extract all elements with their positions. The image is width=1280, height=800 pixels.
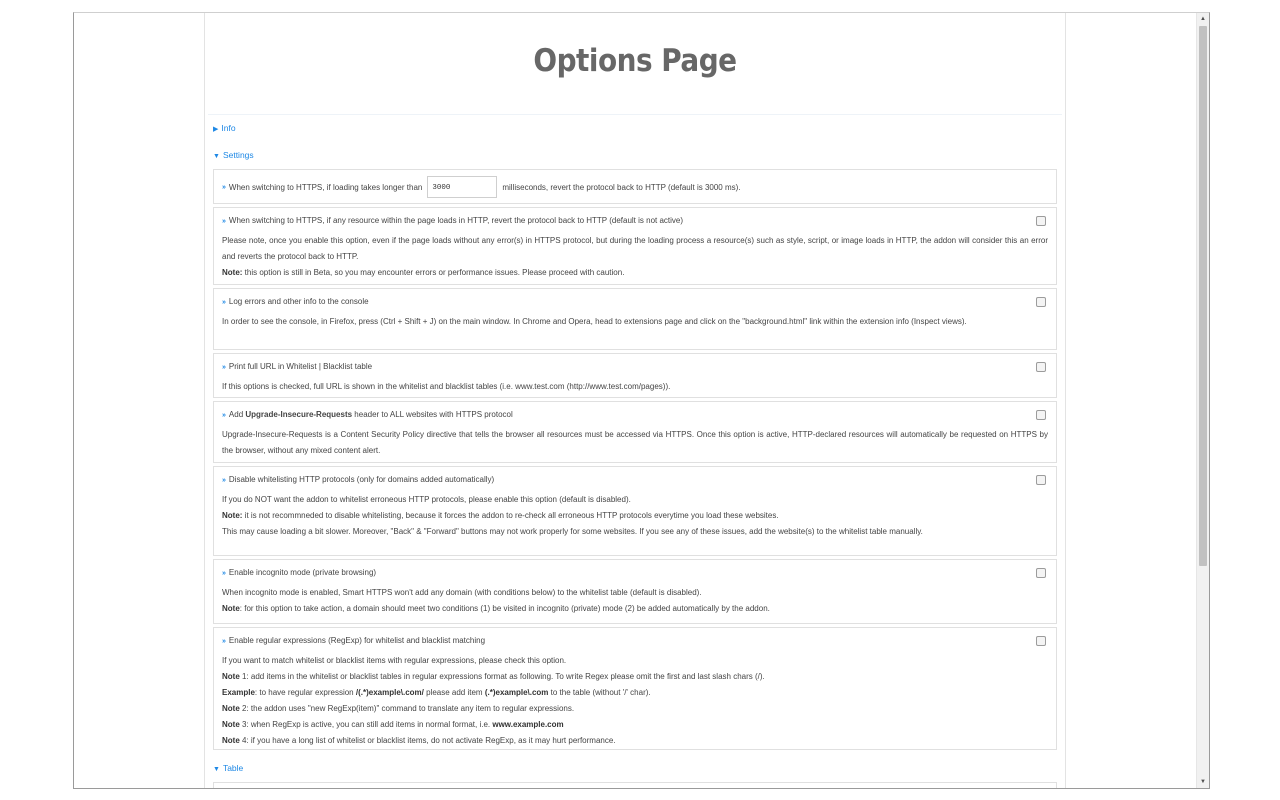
option-description (222, 314, 1048, 330)
option-box (213, 207, 1057, 285)
option-checkbox[interactable] (1036, 362, 1046, 372)
text: 1: add items in the whitelist or blacklist tables in regular expressions format as following. To write Regex please omit the first and last slash chars (/). (239, 672, 765, 681)
collapse-arrow-icon: ▼ (213, 153, 220, 160)
option-description (222, 653, 1048, 749)
title-divider (208, 114, 1062, 115)
option-title-text: Enable regular expressions (RegExp) for whitelist and blacklist matching (228, 636, 486, 645)
chevron-icon: » (222, 638, 226, 645)
option-title (222, 295, 1048, 310)
section-settings-label: Settings (222, 150, 254, 160)
option-checkbox[interactable] (1036, 410, 1046, 420)
option-title (222, 214, 1048, 229)
bold-text: www.example.com (492, 720, 564, 729)
description-line (222, 265, 1048, 281)
option-checkbox[interactable] (1036, 216, 1046, 226)
description-line (222, 685, 1048, 701)
option-timeout (213, 169, 1057, 204)
option-title-text: Enable incognito mode (private browsing) (228, 568, 377, 577)
bold-text: Example (222, 688, 255, 697)
chevron-icon: » (222, 218, 226, 225)
text: Please note, once you enable this option, even if the page loads without any error(s) in HTTPS protocol, but during the loading process a resource(s) such as style, script, or image loads in HTTP, the addon will consider this an error and reverts the protocol back to HTTP. (222, 236, 1048, 261)
scroll-up-icon[interactable]: ▲ (1200, 16, 1206, 22)
chevron-icon: » (222, 570, 226, 577)
vertical-scrollbar[interactable] (1196, 13, 1209, 788)
text: 2: the addon uses "new RegExp(item)" command to translate any item to regular expressions. (239, 704, 575, 713)
text: please add item (423, 688, 485, 697)
description-line (222, 524, 1048, 540)
timeout-label-after: milliseconds, revert the protocol back to HTTP (default is 3000 ms). (502, 182, 741, 192)
description-line (222, 733, 1048, 749)
section-table-label: Table (222, 763, 244, 773)
bold-text: Note (222, 720, 240, 729)
option-description (222, 379, 1048, 395)
chevron-icon: » (222, 412, 226, 419)
text: When incognito mode is enabled, Smart HTTPS won't add any domain (with conditions below) to the whitelist table (default is disabled). (222, 588, 702, 597)
bold-text: Note: (222, 268, 243, 277)
scroll-thumb[interactable] (1199, 26, 1207, 566)
description-line (222, 508, 1048, 524)
option-title-text: Upgrade-Insecure-Requests (245, 410, 353, 419)
page-title: Options Page (533, 43, 737, 79)
option-description (222, 585, 1048, 617)
chevron-icon: » (222, 299, 226, 306)
bold-text: /(.*)example\.com/ (355, 688, 424, 697)
option-title-text: Print full URL in Whitelist | Blacklist table (228, 362, 373, 371)
option-title (222, 360, 1048, 375)
option-title (222, 408, 1048, 423)
text: This may cause loading a bit slower. Moreover, "Back" & "Forward" buttons may not work properly for some websites. If you see any of these issues, add the website(s) to the whitelist table manually. (222, 527, 923, 536)
description-line (222, 233, 1048, 265)
section-info-toggle[interactable] (213, 123, 236, 133)
chevron-icon: » (222, 477, 226, 484)
timeout-label-before: When switching to HTTPS, if loading takes longer than (228, 182, 423, 192)
section-table-toggle[interactable] (213, 763, 243, 773)
text: In order to see the console, in Firefox, press (Ctrl + Shift + J) on the main window. In Chrome and Opera, head to extensions page and click on the "background.html" link within the extension info (Inspect views). (222, 317, 967, 326)
description-line (222, 669, 1048, 685)
option-box (213, 401, 1057, 463)
text: Upgrade-Insecure-Requests is a Content Security Policy directive that tells the browser all resources must be accessed via HTTPS. Once this option is active, HTTP-declared resources will automatically be requested on HTTPS by the browser, without any mixed content alert. (222, 430, 1048, 455)
text: If you want to match whitelist or blacklist items with regular expressions, please check this option. (222, 656, 567, 665)
description-line (222, 492, 1048, 508)
option-description (222, 492, 1048, 540)
bold-text: Note (222, 672, 240, 681)
bold-text: Note (222, 604, 240, 613)
option-description (222, 233, 1048, 281)
text: If this options is checked, full URL is shown in the whitelist and blacklist tables (i.e. www.test.com (http://www.test.com/pages)). (222, 382, 671, 391)
text: : to have regular expression (254, 688, 356, 697)
description-line (222, 379, 1048, 395)
chevron-icon: » (222, 364, 226, 371)
expand-arrow-icon: ▶ (213, 126, 219, 133)
option-box (213, 466, 1057, 556)
option-title-text: Disable whitelisting HTTP protocols (only for domains added automatically) (228, 475, 495, 484)
text: 3: when RegExp is active, you can still add items in normal format, i.e. (239, 720, 493, 729)
text: : for this option to take action, a domain should meet two conditions (1) be visited in incognito (private) mode (2) be added automatically by the addon. (239, 604, 770, 613)
options-page (204, 13, 1066, 789)
text: to the table (without '/' char). (548, 688, 651, 697)
description-line (222, 601, 1048, 617)
description-line (222, 427, 1048, 459)
bold-text: Note (222, 736, 240, 745)
option-description (222, 427, 1048, 459)
section-info-label: Info (221, 123, 236, 133)
option-title (222, 473, 1048, 488)
option-title-text: Add (228, 410, 246, 419)
chevron-icon: » (222, 183, 226, 191)
option-box (213, 627, 1057, 750)
scroll-down-icon[interactable]: ▼ (1200, 779, 1206, 785)
description-line (222, 585, 1048, 601)
option-title (222, 634, 1048, 649)
text: 4: if you have a long list of whitelist or blacklist items, do not activate RegExp, as it may hurt performance. (239, 736, 616, 745)
option-box (213, 353, 1057, 398)
description-line (222, 717, 1048, 733)
option-checkbox[interactable] (1036, 475, 1046, 485)
option-checkbox[interactable] (1036, 636, 1046, 646)
option-box (213, 288, 1057, 350)
option-title-text: header to ALL websites with HTTPS protocol (352, 410, 513, 419)
timeout-ms-input[interactable]: 3000 (427, 176, 497, 198)
option-title-text: When switching to HTTPS, if any resource within the page loads in HTTP, revert the protocol back to HTTP (default is not active) (228, 216, 684, 225)
option-checkbox[interactable] (1036, 568, 1046, 578)
option-checkbox[interactable] (1036, 297, 1046, 307)
section-settings-toggle[interactable] (213, 150, 254, 160)
table-box (213, 782, 1057, 789)
bold-text: Note (222, 704, 240, 713)
description-line (222, 701, 1048, 717)
description-line (222, 314, 1048, 330)
option-box (213, 559, 1057, 624)
browser-frame (73, 12, 1210, 789)
collapse-arrow-icon: ▼ (213, 766, 220, 773)
option-title (222, 566, 1048, 581)
option-title-text: Log errors and other info to the console (228, 297, 369, 306)
text: it is not recommneded to disable whitelisting, because it forces the addon to re-check all erroneous HTTP protocols everytime you load these websites. (242, 511, 779, 520)
bold-text: Note: (222, 511, 243, 520)
bold-text: (.*)example\.com (484, 688, 549, 697)
text: If you do NOT want the addon to whitelist erroneous HTTP protocols, please enable this option (default is disabled). (222, 495, 631, 504)
text: this option is still in Beta, so you may encounter errors or performance issues. Please proceed with caution. (242, 268, 625, 277)
description-line (222, 653, 1048, 669)
